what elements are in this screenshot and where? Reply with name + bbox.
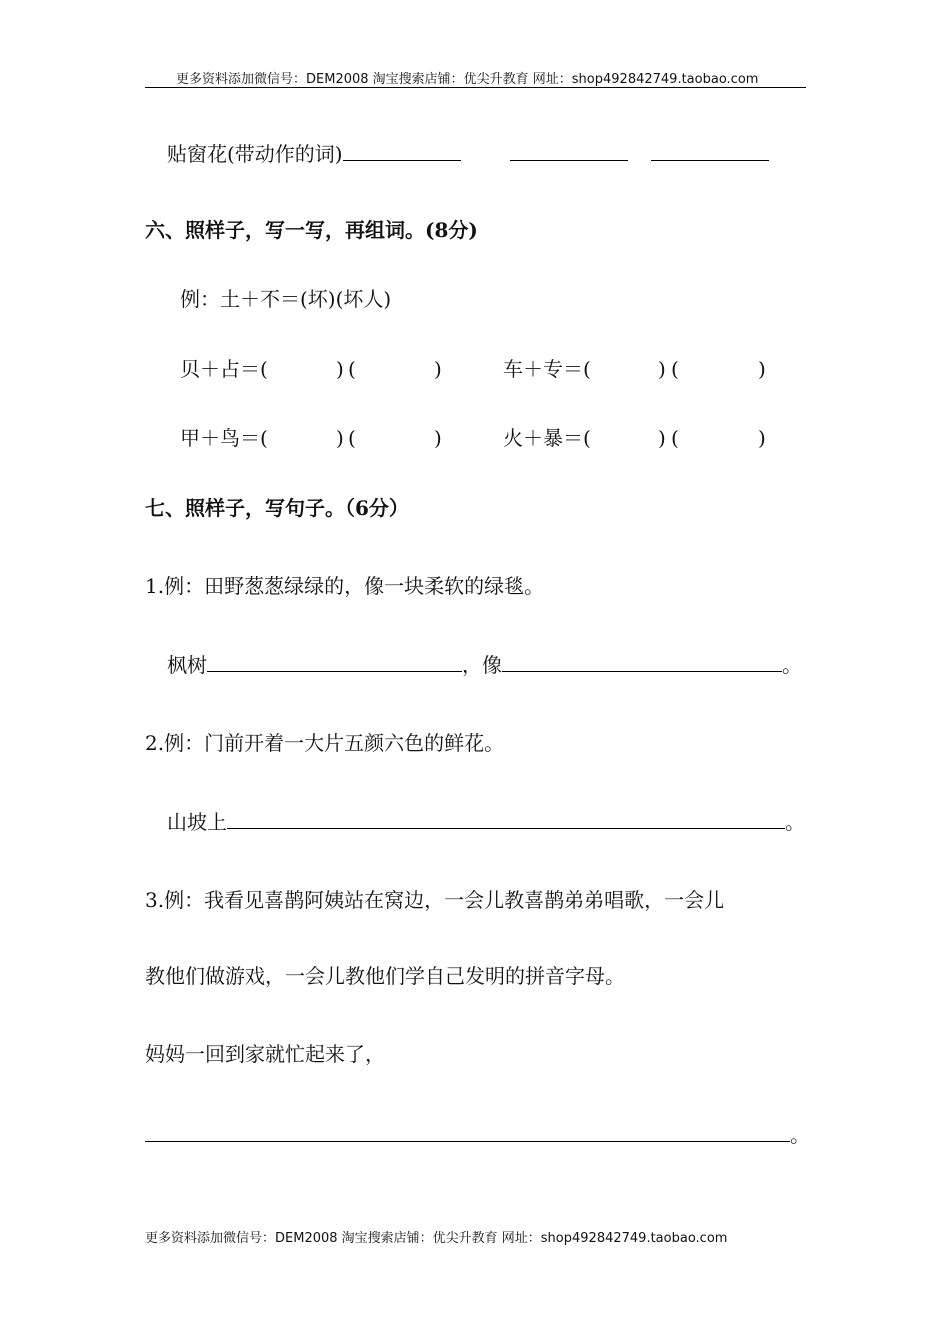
- section6-item-3: 甲＋鸟＝(: [180, 426, 268, 450]
- paren-open: (: [671, 426, 679, 450]
- q1-mid: ，像: [462, 653, 502, 677]
- paren-close: ): [434, 426, 442, 450]
- q3-start: 妈妈一回到家就忙起来了，: [145, 1042, 385, 1066]
- paren-close: ): [658, 357, 666, 381]
- section6-title: 六、照样子，写一写，再组词。(8分): [145, 218, 478, 242]
- answer-blank-3[interactable]: [651, 140, 769, 161]
- q1-answer-line: [167, 651, 802, 678]
- q3-answer-line: [145, 1121, 810, 1148]
- q3-example-line1: 3.例：我看见喜鹊阿姨站在窝边，一会儿教喜鹊弟弟唱歌，一会儿: [145, 888, 725, 912]
- carryover-label: 贴窗花(带动作的词): [167, 142, 343, 166]
- q1-period: 。: [782, 653, 802, 677]
- q3-period: 。: [790, 1123, 810, 1147]
- paren-close: ): [434, 357, 442, 381]
- q1-example: 1.例：田野葱葱绿绿的，像一块柔软的绿毯。: [145, 574, 545, 598]
- paren-close: ): [658, 426, 666, 450]
- section6-item-4: 火＋暴＝(: [503, 426, 591, 450]
- section6-example: 例：土＋不＝(坏)(坏人): [180, 287, 392, 311]
- q2-period: 。: [785, 810, 805, 834]
- q2-start: 山坡上: [167, 810, 227, 834]
- paren-close: ): [336, 357, 344, 381]
- q1-blank-1[interactable]: [207, 651, 462, 672]
- paren-close: ): [758, 426, 766, 450]
- paren-open: (: [348, 426, 356, 450]
- q1-start: 枫树: [167, 653, 207, 677]
- paren-close: ): [758, 357, 766, 381]
- header-rule: [145, 87, 806, 88]
- page-footer: 更多资料添加微信号：DEM2008 淘宝搜索店铺：优尖升教育 网址：shop492842749.taobao.com: [145, 1231, 728, 1246]
- section7-title: 七、照样子，写句子。（6分）: [145, 496, 409, 520]
- page-header: 更多资料添加微信号：DEM2008 淘宝搜索店铺：优尖升教育 网址：shop492842749.taobao.com: [176, 72, 759, 87]
- q3-example-line2: 教他们做游戏，一会儿教他们学自己发明的拼音字母。: [145, 964, 625, 988]
- q2-example: 2.例：门前开着一大片五颜六色的鲜花。: [145, 731, 505, 755]
- q2-blank[interactable]: [227, 808, 785, 829]
- q3-blank[interactable]: [145, 1121, 790, 1142]
- carryover-line: [167, 140, 461, 167]
- section6-item-2: 车＋专＝(: [503, 357, 591, 381]
- paren-open: (: [671, 357, 679, 381]
- section6-item-1: 贝＋占＝(: [180, 357, 268, 381]
- paren-close: ): [336, 426, 344, 450]
- paren-open: (: [348, 357, 356, 381]
- answer-blank-2[interactable]: [510, 140, 628, 161]
- q2-answer-line: [167, 808, 805, 835]
- q1-blank-2[interactable]: [502, 651, 782, 672]
- answer-blank-1[interactable]: [343, 140, 461, 161]
